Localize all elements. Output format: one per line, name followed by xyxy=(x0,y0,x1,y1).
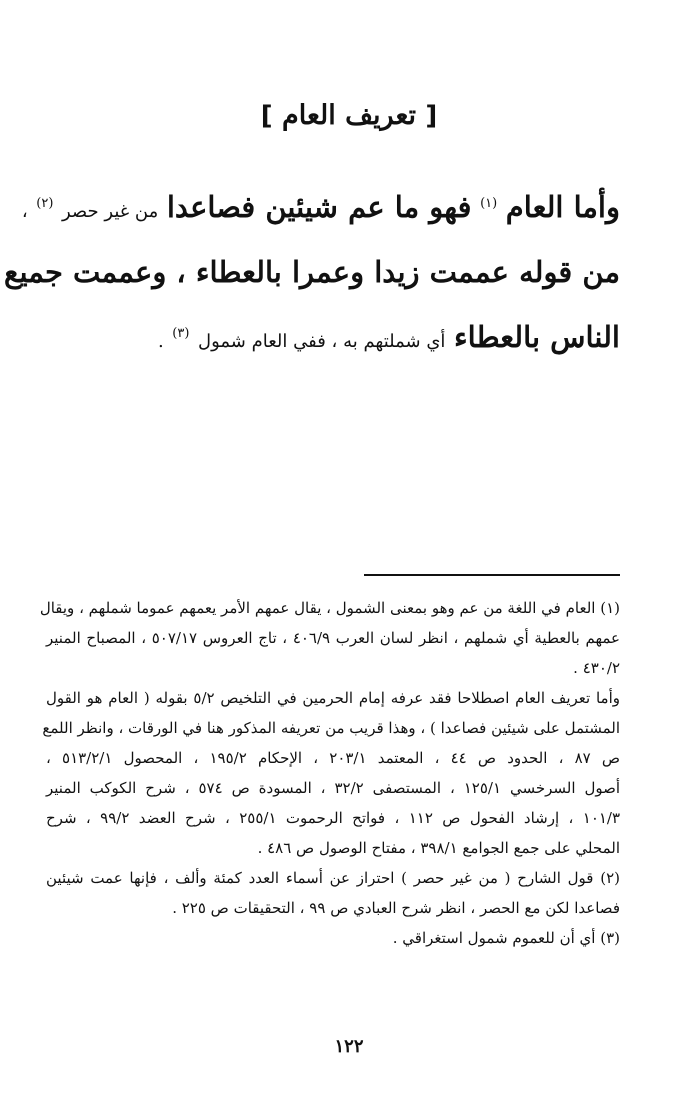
footnote-line: (١) العام في اللغة من عم وهو بمعنى الشمول ، يقال عمهم الأمر يعمهم عموما شملهم ، ويقال xyxy=(39,599,620,617)
footnote-line: فصاعدا لكن مع الحصر ، انظر شرح العبادي ص ٩٩ ، التحقيقات ص ٢٢٥ . xyxy=(172,899,620,917)
footnote-line: أصول السرخسي ١٢٥/١ ، المستصفى ٣٢/٢ ، المسودة ص ٥٧٤ ، شرح الكوكب المنير xyxy=(46,779,621,797)
footnotes xyxy=(39,593,621,953)
matn-text: وأما العام xyxy=(505,190,620,224)
footnote-line: المشتمل على شيئين فصاعدا ) ، وهذا قريب من تعريفه المذكور هنا في الورقات ، وانظر اللمع xyxy=(42,719,620,737)
footnote-ref-2: (٢) xyxy=(36,196,54,211)
footnote-ref-1: (١) xyxy=(480,196,498,211)
footnote-line: ص ٨٧ ، الحدود ص ٤٤ ، المعتمد ٢٠٣/١ ، الإحكام ١٩٥/٢ ، المحصول ٥١٣/٢/١ ، xyxy=(46,749,621,767)
matn-text: من قوله عممت زيدا وعمرا بالعطاء ، وعممت جميع xyxy=(4,255,620,289)
footnote-line: (٣) أي أن للعموم شمول استغراقي . xyxy=(392,929,620,947)
heading-title: تعريف العام xyxy=(282,100,416,131)
sharh-text: أي شملتهم به ، ففي العام شمول xyxy=(198,331,446,352)
footnote-line: وأما تعريف العام اصطلاحا فقد عرفه إمام الحرمين في التلخيص ٥/٢ بقوله ( العام هو القول xyxy=(46,689,620,707)
footnote-line: ٤٣٠/٢ . xyxy=(573,659,620,677)
heading-close-bracket: ] xyxy=(260,101,273,131)
paragraph-line-1 xyxy=(21,174,620,242)
footnote-line: المحلي على جمع الجوامع ٣٩٨/١ ، مفتاح الوصول ص ٤٨٦ . xyxy=(257,839,620,857)
paragraph-line-2 xyxy=(4,242,620,304)
punctuation: ، xyxy=(21,201,28,222)
punctuation: . xyxy=(157,331,164,352)
page-number: ١٢٢ xyxy=(334,1036,364,1057)
main-paragraph xyxy=(4,174,620,372)
matn-text: فهو ما عم شيئين فصاعدا xyxy=(166,190,472,224)
footnote-line: (٢) قول الشارح ( من غير حصر ) احتراز عن أسماء العدد كمئة وألف ، فإنها عمت شيئين xyxy=(46,869,620,887)
paragraph-line-3 xyxy=(72,304,620,372)
footnote-line: عمهم بالعطية أي شملهم ، انظر لسان العرب ٤٠٦/٩ ، تاج العروس ٥٠٧/١٧ ، المصباح المنير xyxy=(46,629,620,647)
matn-text: الناس بالعطاء xyxy=(454,320,620,354)
sharh-text: من غير حصر xyxy=(62,201,159,222)
footnote-line: ١٠١/٣ ، إرشاد الفحول ص ١١٢ ، فواتح الرحموت ٢٥٥/١ ، شرح العضد ٩٩/٢ ، شرح xyxy=(46,809,621,827)
heading-open-bracket: [ xyxy=(425,101,438,131)
section-heading xyxy=(0,96,698,136)
footnote-ref-3: (٣) xyxy=(172,326,190,341)
footnote-separator xyxy=(364,574,620,576)
